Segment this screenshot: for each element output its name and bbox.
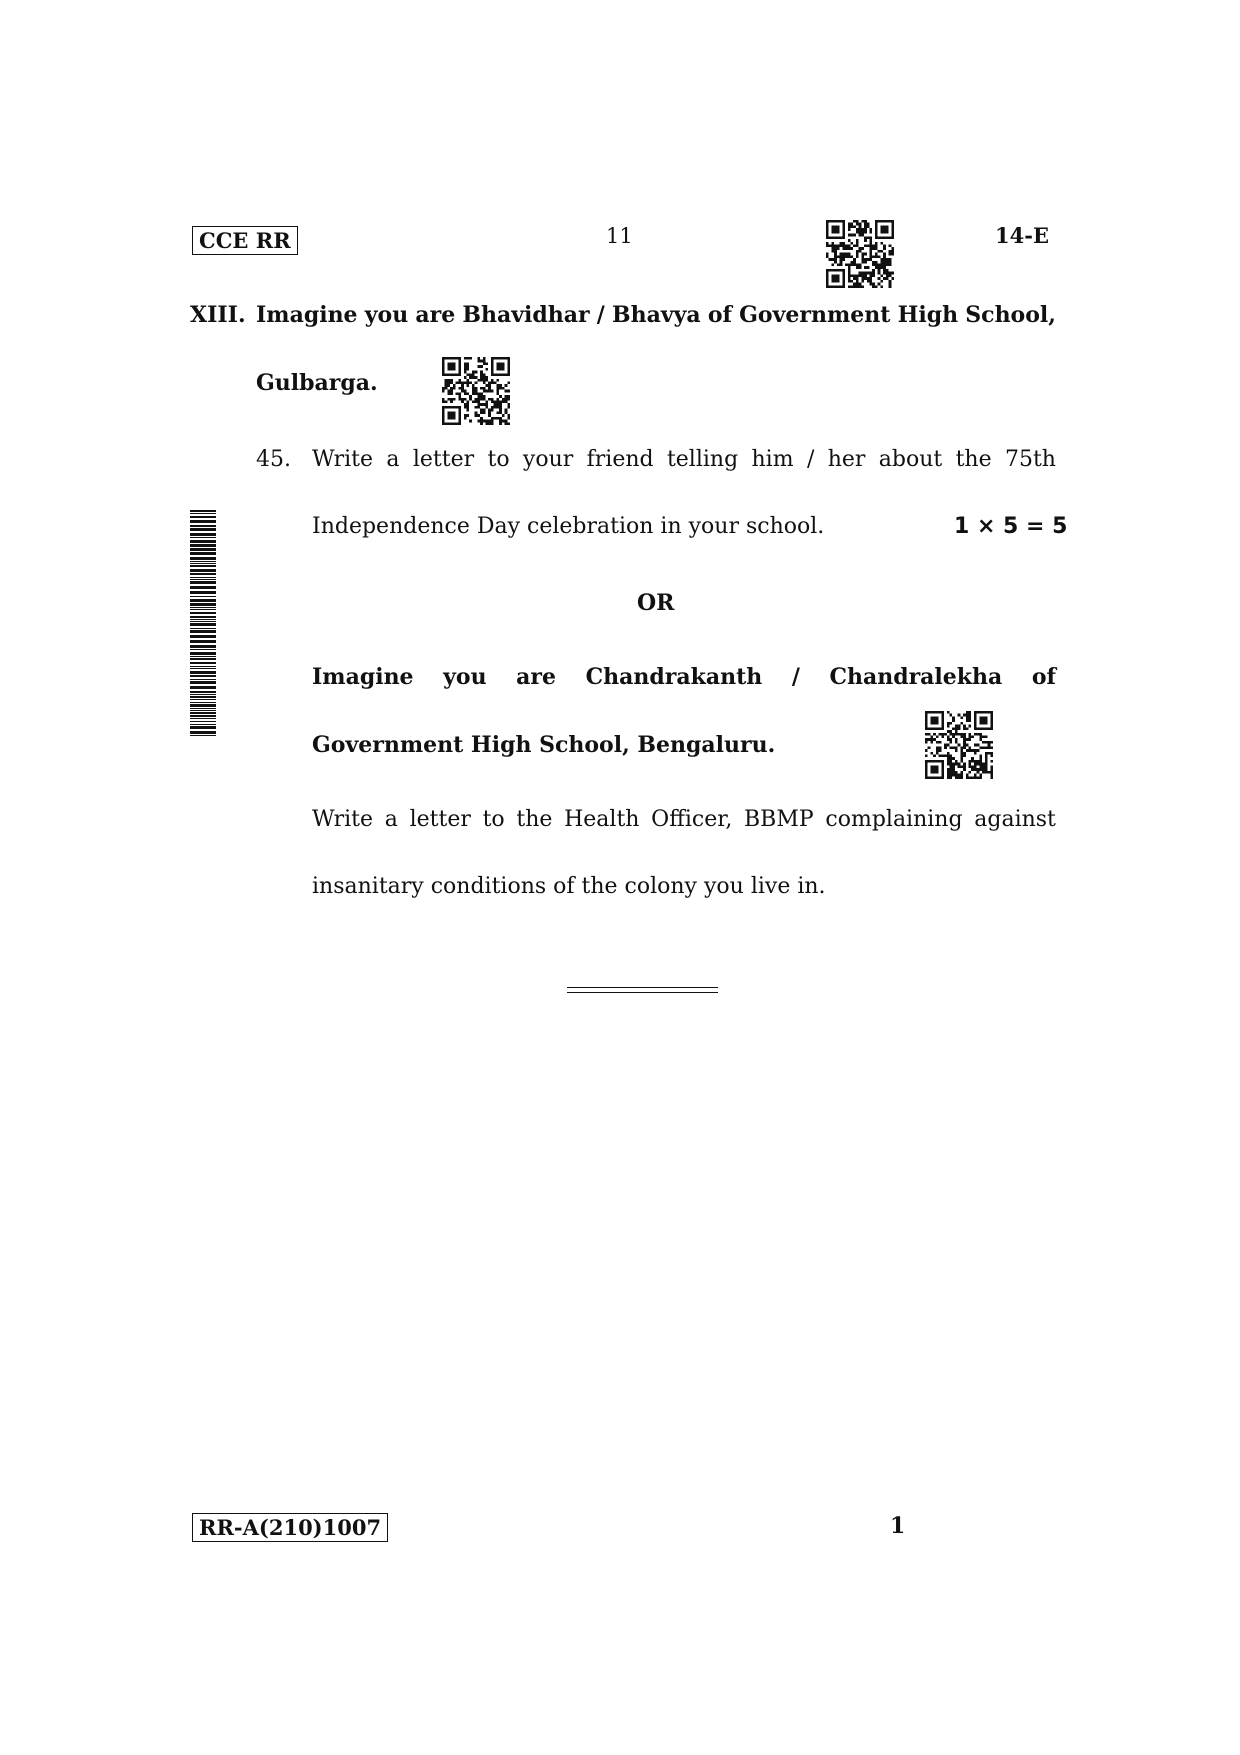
or-label: OR	[637, 590, 675, 616]
question-line2: Independence Day celebration in your school.	[312, 514, 825, 539]
paper-code: 14-E	[995, 223, 1049, 248]
question-number: 45.	[256, 447, 291, 472]
alt-prompt-line2: Government High School, Bengaluru.	[312, 732, 776, 758]
header-code-box: CCE RR	[192, 226, 298, 255]
footer-code-box: RR-A(210)1007	[192, 1513, 388, 1542]
qr-code-icon	[925, 711, 993, 779]
end-rule-bottom	[567, 992, 718, 993]
alt-question-line1: Write a letter to the Health Officer, BBMP complaining against	[312, 807, 1056, 832]
alt-prompt-line1: Imagine you are Chandrakanth / Chandralekha of	[312, 664, 1056, 690]
question-marks: 1 × 5 = 5	[954, 514, 1068, 539]
qr-code-icon	[826, 220, 894, 288]
end-rule-top	[567, 987, 718, 988]
alt-question-line2: insanitary conditions of the colony you live in.	[312, 874, 826, 899]
section-numeral: XIII.	[190, 302, 246, 328]
qr-code-icon	[442, 357, 510, 425]
page-number: 11	[606, 224, 633, 248]
sheet-number: 1	[890, 1513, 906, 1539]
section-prompt-line1: Imagine you are Bhavidhar / Bhavya of Government High School,	[256, 302, 1056, 328]
section-prompt-line2: Gulbarga.	[256, 370, 378, 396]
question-line1: Write a letter to your friend telling him / her about the 75th	[312, 447, 1056, 472]
barcode-icon	[190, 510, 216, 736]
